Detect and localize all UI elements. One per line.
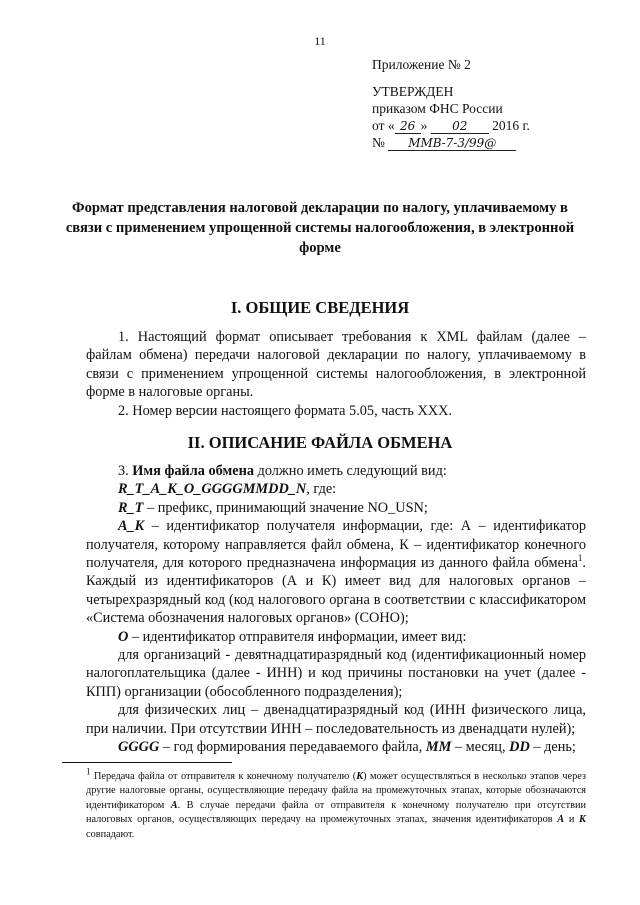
- rt-definition: R_T – префикс, принимающий значение NO_USN;: [118, 499, 428, 516]
- section-heading-exchange-file: II. ОПИСАНИЕ ФАЙЛА ОБМЕНА: [187, 433, 453, 452]
- order-label: приказом ФНС России: [372, 101, 503, 116]
- paragraph-1: 1. Настоящий формат описывает требования к XML файлам (далее – файлам обмена) передачи налоговой декларации по налогу, уплачиваемому в связи с применением упрощенной системы налогообложения, в электронной форме в налоговые органы.: [86, 329, 586, 401]
- section-heading-general: I. ОБЩИЕ СВЕДЕНИЯ: [230, 298, 410, 317]
- paragraph-3: 3. Имя файла обмена должно иметь следующий вид:: [118, 463, 447, 479]
- footnote-ref: 1: [577, 553, 583, 564]
- handwritten-day: 26: [395, 119, 421, 134]
- approval-block: [372, 56, 622, 151]
- filename-pattern: R_T_A_K_O_GGGGMMDD_N, где:: [118, 481, 337, 498]
- appendix-label: Приложение № 2: [372, 57, 471, 72]
- handwritten-number: ММВ-7-3/99@: [388, 136, 516, 151]
- o-definition: O – идентификатор отправителя информации, имеет вид:: [118, 628, 467, 645]
- date-definition: GGGG – год формирования передаваемого файла, MM – месяц, DD – день;: [118, 739, 576, 756]
- section-general-body: [86, 328, 586, 420]
- section-exchange-body: [86, 462, 586, 757]
- ak-definition: A_K – идентификатор получателя информации, где: А – идентификатор получателя, которому направляется файл обмена, К – идентификатор конечного получателя, для которого предназначена информация из данного файла обмена$^1$. Каждый из идентификаторов (А и К) имеет вид для налоговых органов – четырехразрядный код (код налогового органа в соответствии с классификатором «Система обозначения налоговых органов» (СОНО);: [86, 518, 586, 627]
- individual-definition: для физических лиц – двенадцатиразрядный код (ИНН физического лица, при наличии. При отсутствии ИНН – последовательность из двенадцати нулей);: [86, 702, 586, 737]
- org-definition: для организаций - девятнадцатиразрядный код (идентификационный номер налогоплательщика (далее - ИНН) и код причины постановки на учет (далее - КПП) организации (обособленного подразделения);: [86, 647, 586, 700]
- paragraph-2: 2. Номер версии настоящего формата 5.05, часть XXX.: [118, 402, 452, 419]
- footnote-divider: [62, 762, 232, 763]
- approved-label: УТВЕРЖДЕН: [372, 84, 454, 99]
- order-number: № ММВ-7-3/99@: [372, 134, 622, 151]
- footnote: $^1$ Передача файла от отправителя к конечному получателю (К) может осуществляться в несколько этапов через другие налоговые органы, осуществляющие передачу файла на промежуточных этапах, которые обозначаются идентификатором А. В случае передачи файла от отправителя к конечному получателю при отсутствии налоговых органов, осуществляющих передачу на промежуточных этапах, значения идентификаторов А и К совпадают.: [86, 766, 587, 840]
- order-date: от « 26 » 02 2016 г.: [372, 118, 530, 133]
- page-number: 11: [314, 34, 326, 48]
- handwritten-month: 02: [431, 119, 489, 134]
- document-title: Формат представления налоговой декларации по налогу, уплачиваемому в связи с применением упрощенной системы налогообложения, в электронной форме: [65, 200, 575, 256]
